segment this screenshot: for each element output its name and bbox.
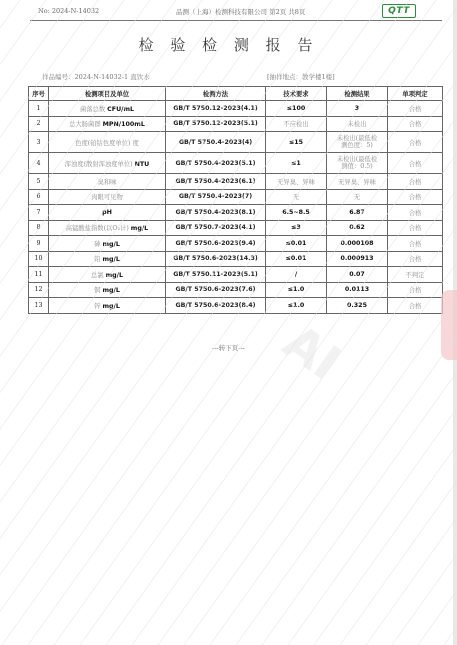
- result-line-2: 测色度：5): [341, 142, 373, 149]
- page-header: [38, 5, 420, 19]
- row-number: 2: [29, 116, 49, 132]
- requirement-cell: ≤100: [266, 101, 327, 117]
- table-header-row: [29, 87, 443, 101]
- result-cell: 无异臭、异味: [327, 174, 388, 190]
- table-row: [29, 205, 443, 221]
- result-cell: 0.62: [327, 220, 388, 236]
- requirement-cell: ≤1.0: [266, 282, 327, 298]
- table-row: [29, 153, 443, 174]
- item-cell: [49, 236, 166, 252]
- header-result: 检测结果: [327, 87, 388, 101]
- result-cell: 6.87: [327, 205, 388, 221]
- requirement-cell: ≤1: [266, 153, 327, 174]
- judgement-cell: 合格: [388, 282, 443, 298]
- item-unit: mg/L: [102, 287, 120, 295]
- table-row: [29, 189, 443, 205]
- requirement-cell: ≤0.01: [266, 251, 327, 267]
- report-number: No: 2024-N-14032: [38, 7, 100, 15]
- result-text: [337, 135, 377, 149]
- item-name: 总氯: [91, 271, 104, 279]
- sample-number: 样品编号：2024-N-14032-1 直饮水: [42, 73, 150, 81]
- requirement-cell: ≤1.0: [266, 298, 327, 314]
- item-cell: [49, 101, 166, 117]
- method-cell: GB/T 5750.6-2023(9.4): [166, 236, 266, 252]
- table-row: [29, 174, 443, 190]
- item-unit: NTU: [134, 160, 150, 168]
- report-title: 检 验 检 测 报 告: [138, 36, 319, 54]
- item-unit: mg/L: [102, 256, 120, 264]
- row-number: 10: [29, 251, 49, 267]
- seal-edge-mark: [441, 290, 457, 360]
- result-cell: 0.0113: [327, 282, 388, 298]
- result-cell: [327, 153, 388, 174]
- item-name: 砷: [94, 240, 101, 248]
- requirement-cell: /: [266, 267, 327, 283]
- judgement-cell: 合格: [388, 116, 443, 132]
- result-cell: 0.07: [327, 267, 388, 283]
- table-row: [29, 298, 443, 314]
- logo-text: QTT: [388, 6, 410, 16]
- judgement-cell: 合格: [388, 220, 443, 236]
- result-cell: 0.325: [327, 298, 388, 314]
- method-cell: GB/T 5750.4-2023(8.1): [166, 205, 266, 221]
- item-cell: [49, 220, 166, 236]
- table-row: [29, 267, 443, 283]
- svg-text:AI: AI: [273, 313, 351, 392]
- row-number: 4: [29, 153, 49, 174]
- item-cell: [49, 205, 166, 221]
- row-number: 9: [29, 236, 49, 252]
- requirement-cell: ≤0.01: [266, 236, 327, 252]
- item-unit-suffix: 度: [132, 139, 139, 147]
- item-cell: [49, 116, 166, 132]
- continued-notice: ---转下页---: [212, 344, 245, 352]
- method-cell: GB/T 5750.4-2023(7): [166, 189, 266, 205]
- row-number: 13: [29, 298, 49, 314]
- method-cell: GB/T 5750.6-2023(7.6): [166, 282, 266, 298]
- table-row: [29, 220, 443, 236]
- row-number: 5: [29, 174, 49, 190]
- header-judgement: 单项判定: [388, 87, 443, 101]
- requirement-cell: 不应检出: [266, 116, 327, 132]
- requirement-cell: ≤15: [266, 132, 327, 153]
- header-no: 序号: [29, 87, 49, 101]
- judgement-cell: 合格: [388, 189, 443, 205]
- result-cell: [327, 132, 388, 153]
- method-cell: GB/T 5750.6-2023(8.4): [166, 298, 266, 314]
- method-cell: GB/T 5750.6-2023(14.3): [166, 251, 266, 267]
- row-number: 12: [29, 282, 49, 298]
- result-cell: 0.000108: [327, 236, 388, 252]
- item-name: 高锰酸盐指数(以O₂计): [65, 225, 129, 233]
- watermark-line: [0, 0, 20, 645]
- item-unit: pH: [102, 208, 112, 216]
- table-row: [29, 116, 443, 132]
- table-row: [29, 101, 443, 117]
- row-number: 7: [29, 205, 49, 221]
- judgement-cell: 合格: [388, 174, 443, 190]
- company-logo: [382, 4, 416, 18]
- result-cell: 未检出: [327, 116, 388, 132]
- item-unit: MPN/100mL: [102, 121, 145, 129]
- requirement-cell: 无异臭、异味: [266, 174, 327, 190]
- judgement-cell: 合格: [388, 153, 443, 174]
- judgement-cell: 不判定: [388, 267, 443, 283]
- method-cell: GB/T 5750.4-2023(5.1): [166, 153, 266, 174]
- item-cell: [49, 153, 166, 174]
- row-number: 8: [29, 220, 49, 236]
- result-line-1: 未检出(最低检: [336, 135, 378, 142]
- result-line-1: 未检出(最低检: [336, 156, 378, 163]
- table-row: [29, 132, 443, 153]
- item-name: 总大肠菌群: [69, 121, 101, 129]
- item-cell: [49, 174, 166, 190]
- table-row: [29, 236, 443, 252]
- header-item: 检测项目及单位: [49, 87, 166, 101]
- judgement-cell: 合格: [388, 298, 443, 314]
- item-cell: [49, 298, 166, 314]
- method-cell: GB/T 5750.7-2023(4.1): [166, 220, 266, 236]
- item-name: 菌落总数: [79, 105, 106, 113]
- item-unit: CFU/mL: [107, 105, 135, 113]
- item-unit: mg/L: [102, 240, 120, 248]
- item-cell: [49, 267, 166, 283]
- row-number: 11: [29, 267, 49, 283]
- item-cell: [49, 282, 166, 298]
- table-body: [29, 101, 443, 314]
- item-unit: mg/L: [102, 302, 120, 310]
- sampling-site: [抽样地点：教学楼1楼]: [267, 73, 335, 81]
- header-requirement: 技术要求: [266, 87, 327, 101]
- method-cell: GB/T 5750.4-2023(6.1): [166, 174, 266, 190]
- item-cell: [49, 251, 166, 267]
- result-cell: 0.000913: [327, 251, 388, 267]
- row-number: 3: [29, 132, 49, 153]
- company-and-page: 品测（上海）检测科技有限公司 第2页 共8页: [176, 8, 306, 16]
- item-name: 铅: [94, 256, 101, 264]
- judgement-cell: 合格: [388, 205, 443, 221]
- judgement-cell: 合格: [388, 236, 443, 252]
- requirement-cell: 无: [266, 189, 327, 205]
- item-cell: [49, 189, 166, 205]
- row-number: 6: [29, 189, 49, 205]
- item-name: 肉眼可见物: [91, 194, 123, 202]
- table-row: [29, 251, 443, 267]
- requirement-cell: ≤3: [266, 220, 327, 236]
- requirement-cell: 6.5~8.5: [266, 205, 327, 221]
- judgement-cell: 合格: [388, 251, 443, 267]
- item-cell: [49, 132, 166, 153]
- method-cell: GB/T 5750.12-2023(4.1): [166, 101, 266, 117]
- method-cell: GB/T 5750.4-2023(4): [166, 132, 266, 153]
- item-name: 锌: [94, 302, 101, 310]
- item-unit: mg/L: [130, 225, 149, 233]
- result-line-2: 测值：0.5): [341, 163, 373, 170]
- table-row: [29, 282, 443, 298]
- header-method: 检测方法: [166, 87, 266, 101]
- row-number: 1: [29, 101, 49, 117]
- result-text: [337, 156, 377, 170]
- judgement-cell: 合格: [388, 132, 443, 153]
- item-name: 色度(铂钴色度单位): [75, 139, 131, 147]
- item-name: 浑浊度(散射浑浊度单位): [64, 160, 133, 168]
- item-unit: mg/L: [105, 271, 123, 279]
- method-cell: GB/T 5750.12-2023(5.1): [166, 116, 266, 132]
- result-cell: 3: [327, 101, 388, 117]
- results-table: [28, 86, 443, 314]
- judgement-cell: 合格: [388, 101, 443, 117]
- item-name: 臭和味: [97, 178, 117, 186]
- result-cell: 无: [327, 189, 388, 205]
- method-cell: GB/T 5750.11-2023(5.1): [166, 267, 266, 283]
- item-name: 铜: [94, 287, 101, 295]
- header-divider: [30, 20, 442, 21]
